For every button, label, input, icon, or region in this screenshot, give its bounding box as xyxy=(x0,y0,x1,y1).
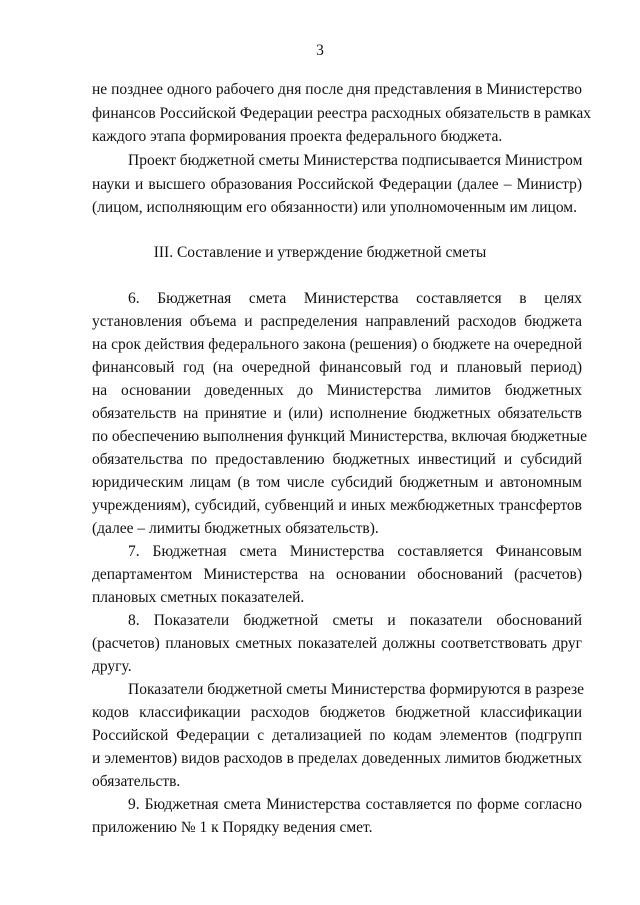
para6-line-8: обязательства по предоставлению бюджетных инвестиций и субсидий xyxy=(92,451,582,468)
para6-line-1: 6. Бюджетная смета Министерства составляется в целях xyxy=(128,290,582,307)
para6-line-6: обязательств на принятие и (или) исполнение бюджетных обязательств xyxy=(92,405,582,422)
para9-line-2: приложению № 1 к Порядку ведения смет. xyxy=(92,819,373,836)
para8b-line-4: и элементов) видов расходов в пределах доведенных лимитов бюджетных xyxy=(92,750,582,767)
para6-line-5: на основании доведенных до Министерства лимитов бюджетных xyxy=(92,382,582,399)
para8b-line-2: кодов классификации расходов бюджетов бюджетной классификации xyxy=(92,704,582,721)
para6-line-7: по обеспечению выполнения функций Министерства, включая бюджетные xyxy=(92,428,587,445)
intro-line-1: не позднее одного рабочего дня после дня представления в Министерство xyxy=(92,81,582,98)
para8b-line-3: Российской Федерации с детализацией по кодам элементов (подгрупп xyxy=(92,727,582,744)
para6-line-11: (далее – лимиты бюджетных обязательств). xyxy=(92,520,379,537)
project-line-1: Проект бюджетной сметы Министерства подписывается Министром xyxy=(128,152,583,169)
para6-line-2: установления объема и распределения направлений расходов бюджета xyxy=(92,313,582,330)
section-heading: III. Составление и утверждение бюджетной сметы xyxy=(153,244,487,261)
para8-line-3: другу. xyxy=(92,658,132,675)
para8b-line-5: обязательств. xyxy=(92,773,181,790)
para8-line-2: (расчетов) плановых сметных показателей должны соответствовать друг xyxy=(92,635,582,652)
page-number: 3 xyxy=(316,42,324,59)
para8-line-1: 8. Показатели бюджетной сметы и показатели обоснований xyxy=(128,612,582,629)
para7-line-2: департаментом Министерства на основании обоснований (расчетов) xyxy=(92,566,582,583)
para7-line-1: 7. Бюджетная смета Министерства составляется Финансовым xyxy=(128,543,582,560)
project-line-3: (лицом, исполняющим его обязанности) или уполномоченным им лицом. xyxy=(92,199,577,216)
para6-line-3: на срок действия федерального закона (решения) о бюджете на очередной xyxy=(92,336,582,353)
para9-line-1: 9. Бюджетная смета Министерства составляется по форме согласно xyxy=(128,796,582,813)
intro-line-3: каждого этапа формирования проекта федерального бюджета. xyxy=(92,128,503,145)
para7-line-3: плановых сметных показателей. xyxy=(92,589,305,606)
para6-line-10: учреждениям), субсидий, субвенций и иных межбюджетных трансфертов xyxy=(92,497,582,514)
project-line-2: науки и высшего образования Российской Федерации (далее – Министр) xyxy=(92,176,582,193)
para8b-line-1: Показатели бюджетной сметы Министерства формируются в разрезе xyxy=(128,681,585,698)
para6-line-4: финансовый год (на очередной финансовый год и плановый период) xyxy=(92,359,582,376)
para6-line-9: юридическим лицам (в том числе субсидий бюджетным и автономным xyxy=(92,474,582,491)
intro-line-2: финансов Российской Федерации реестра расходных обязательств в рамках xyxy=(92,105,592,122)
